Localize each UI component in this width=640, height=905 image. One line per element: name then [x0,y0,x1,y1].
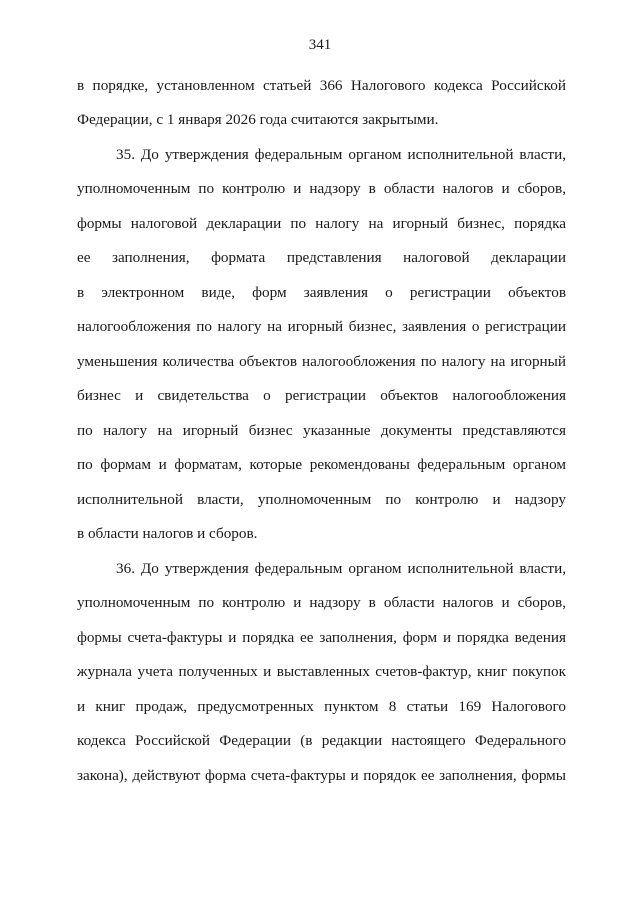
text-line: и книг продаж, предусмотренных пунктом 8 статьи 169 Налогового [77,698,566,715]
text-line: Федерации, с 1 января 2026 года считаются закрытыми. [77,111,439,128]
text-line: в области налогов и сборов. [77,525,258,542]
text-line: 36. До утверждения федеральным органом исполнительной власти, [116,560,566,577]
text-line: закона), действуют форма счета-фактуры и порядок ее заполнения, формы [77,767,566,784]
text-line: по формам и форматам, которые рекомендованы федеральным органом [77,456,566,473]
text-line: в порядке, установленном статьей 366 Налогового кодекса Российской [77,77,566,94]
text-line: кодекса Российской Федерации (в редакции настоящего Федерального [77,732,566,749]
text-line: в электронном виде, форм заявления о регистрации объектов [77,284,566,301]
text-line: формы налоговой декларации по налогу на игорный бизнес, порядка [77,215,566,232]
text-line: налогообложения по налогу на игорный бизнес, заявления о регистрации [77,318,566,335]
text-line: бизнес и свидетельства о регистрации объектов налогообложения [77,387,566,404]
text-line: исполнительной власти, уполномоченным по контролю и надзору [77,491,566,508]
text-line: уполномоченным по контролю и надзору в области налогов и сборов, [77,594,566,611]
text-line: журнала учета полученных и выставленных счетов-фактур, книг покупок [77,663,566,680]
text-line: ее заполнения, формата представления налоговой декларации [77,249,566,266]
text-line: 35. До утверждения федеральным органом исполнительной власти, [116,146,566,163]
page-number: 341 [308,37,332,53]
text-line: уполномоченным по контролю и надзору в области налогов и сборов, [77,180,566,197]
text-line: формы счета-фактуры и порядка ее заполнения, форм и порядка ведения [77,629,566,646]
text-line: уменьшения количества объектов налогообложения по налогу на игорный [77,353,566,370]
text-line: по налогу на игорный бизнес указанные документы представляются [77,422,566,439]
